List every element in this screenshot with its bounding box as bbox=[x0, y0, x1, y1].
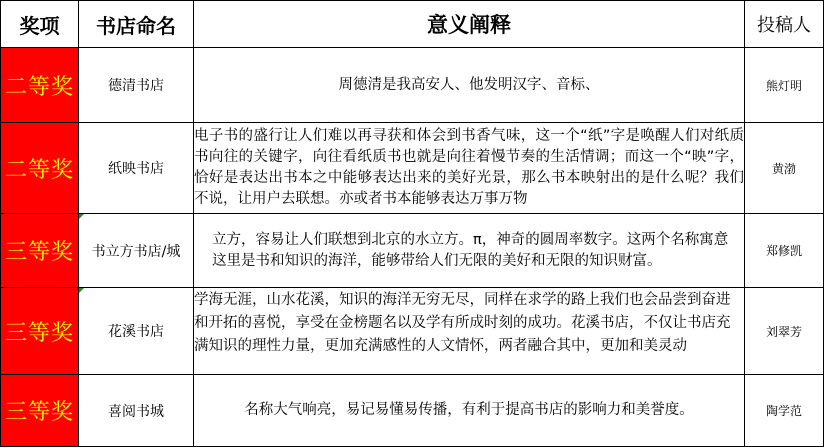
header-award[interactable]: 奖项 bbox=[1, 1, 79, 48]
author-cell[interactable]: 陶学范 bbox=[745, 375, 824, 447]
header-meaning[interactable]: 意义阐释 bbox=[194, 1, 745, 48]
meaning-cell[interactable]: 名称大气响亮，易记易懂易传播，有利于提高书店的影响力和美誉度。 bbox=[194, 375, 745, 447]
table-row bbox=[1, 123, 824, 214]
bookstore-name-cell[interactable]: 德清书店 bbox=[79, 48, 194, 123]
bookstore-name-cell[interactable]: 喜阅书城 bbox=[79, 375, 194, 447]
header-name[interactable]: 书店命名 bbox=[79, 1, 194, 48]
meaning-text: 学海无涯，山水花溪，知识的海洋无穷无尽，同样在求学的路上我们也会品尝到奋进和开拓的喜悦，享受在金榜题名以及学有所成时刻的成功。花溪书店，不仅让书店充满知识的理性力量，更加充满感性的人文情怀，两者融合其中，更加和美灵动 bbox=[194, 292, 731, 354]
table-row bbox=[1, 288, 824, 375]
author-cell[interactable]: 郑修凯 bbox=[745, 214, 824, 288]
bookstore-name-cell[interactable] bbox=[79, 288, 194, 375]
award-cell[interactable]: 二等奖 bbox=[1, 48, 79, 123]
bookstore-name-text: 花溪书店 bbox=[108, 324, 164, 340]
author-cell[interactable]: 刘翠芳 bbox=[745, 288, 824, 375]
comment-marker-icon bbox=[79, 288, 84, 293]
meaning-cell[interactable]: 电子书的盛行让人们难以再寻获和体会到书香气味，这一个“纸”字是唤醒人们对纸质书向往的关键字，向往看纸质书也就是向往着慢节奏的生活情调；而这一个“映”字，恰好是表达出书本之中能够表达出来的美好光景，那么书本映射出的是什么呢？我们不说，让用户去联想。亦或者书本能够表达万事万物 bbox=[194, 123, 745, 214]
bookstore-name-text: 书立方书店/城 bbox=[91, 243, 181, 260]
header-author[interactable]: 投稿人 bbox=[745, 1, 824, 48]
award-cell[interactable]: 二等奖 bbox=[1, 123, 79, 214]
bookstore-name-cell[interactable] bbox=[79, 214, 194, 288]
award-cell[interactable]: 三等奖 bbox=[1, 214, 79, 288]
award-cell[interactable]: 三等奖 bbox=[1, 375, 79, 447]
table-row bbox=[1, 48, 824, 123]
table-row bbox=[1, 375, 824, 447]
comment-marker-icon bbox=[79, 214, 84, 219]
header-row bbox=[1, 1, 824, 48]
meaning-cell[interactable]: 周德清是我高安人、他发明汉字、音标、 bbox=[194, 48, 745, 123]
table-row bbox=[1, 214, 824, 288]
meaning-cell[interactable] bbox=[194, 288, 745, 375]
bookstore-name-cell[interactable]: 纸映书店 bbox=[79, 123, 194, 214]
meaning-cell[interactable]: 立方，容易让人们联想到北京的水立方。π，神奇的圆周率数字。这两个名称寓意这里是书和知识的海洋，能够带给人们无限的美好和无限的知识财富。 bbox=[194, 214, 745, 288]
award-cell[interactable]: 三等奖 bbox=[1, 288, 79, 375]
author-cell[interactable]: 黄渤 bbox=[745, 123, 824, 214]
author-cell[interactable]: 熊灯明 bbox=[745, 48, 824, 123]
